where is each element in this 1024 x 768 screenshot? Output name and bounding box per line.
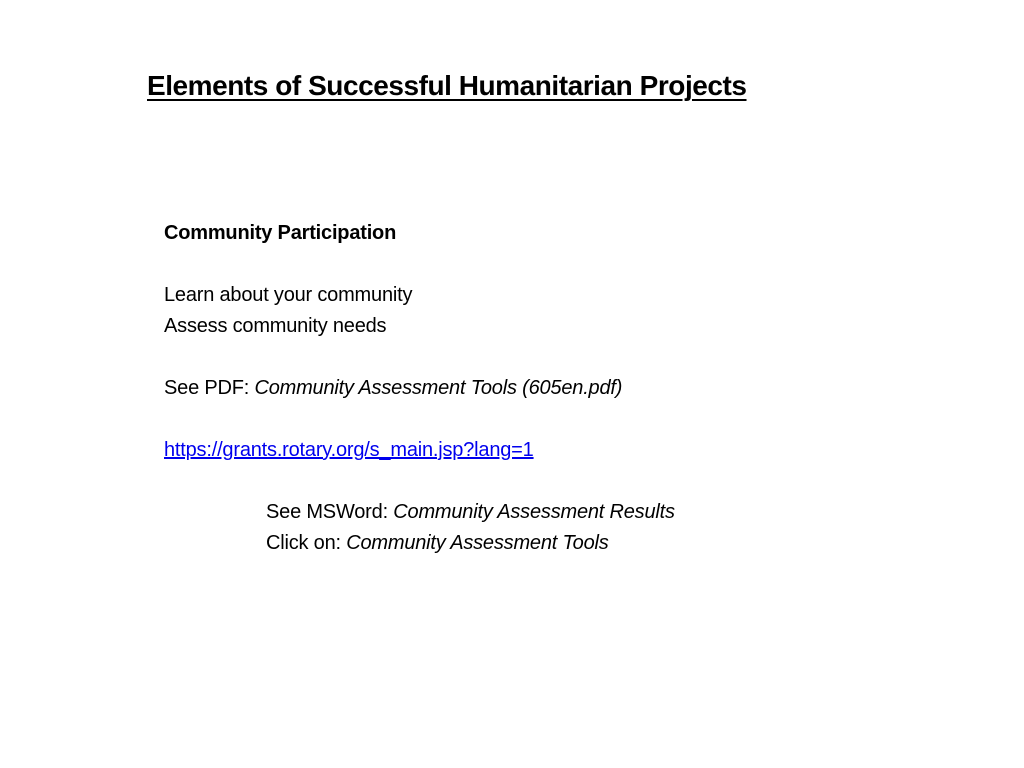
pdf-prefix: See PDF:: [164, 377, 255, 399]
spacer: [164, 249, 675, 280]
msword-title: Community Assessment Results: [393, 501, 675, 523]
slide-title: Elements of Successful Humanitarian Projects: [147, 70, 747, 101]
spacer: [164, 404, 675, 435]
grants-link[interactable]: https://grants.rotary.org/s_main.jsp?lang=1: [164, 439, 534, 461]
click-prefix: Click on:: [266, 532, 347, 554]
msword-prefix: See MSWord:: [266, 501, 394, 523]
spacer: [164, 342, 675, 373]
section-heading: Community Participation: [164, 222, 397, 244]
click-title: Community Assessment Tools: [346, 532, 609, 554]
spacer: [164, 466, 675, 497]
slide-body: [164, 218, 675, 559]
learn-line: Learn about your community: [164, 284, 413, 306]
assess-line: Assess community needs: [164, 315, 387, 337]
click-line: [164, 528, 675, 559]
msword-line: [164, 497, 675, 528]
link-line: [164, 435, 675, 466]
pdf-line: [164, 373, 675, 404]
pdf-title: Community Assessment Tools (605en.pdf): [254, 377, 623, 399]
